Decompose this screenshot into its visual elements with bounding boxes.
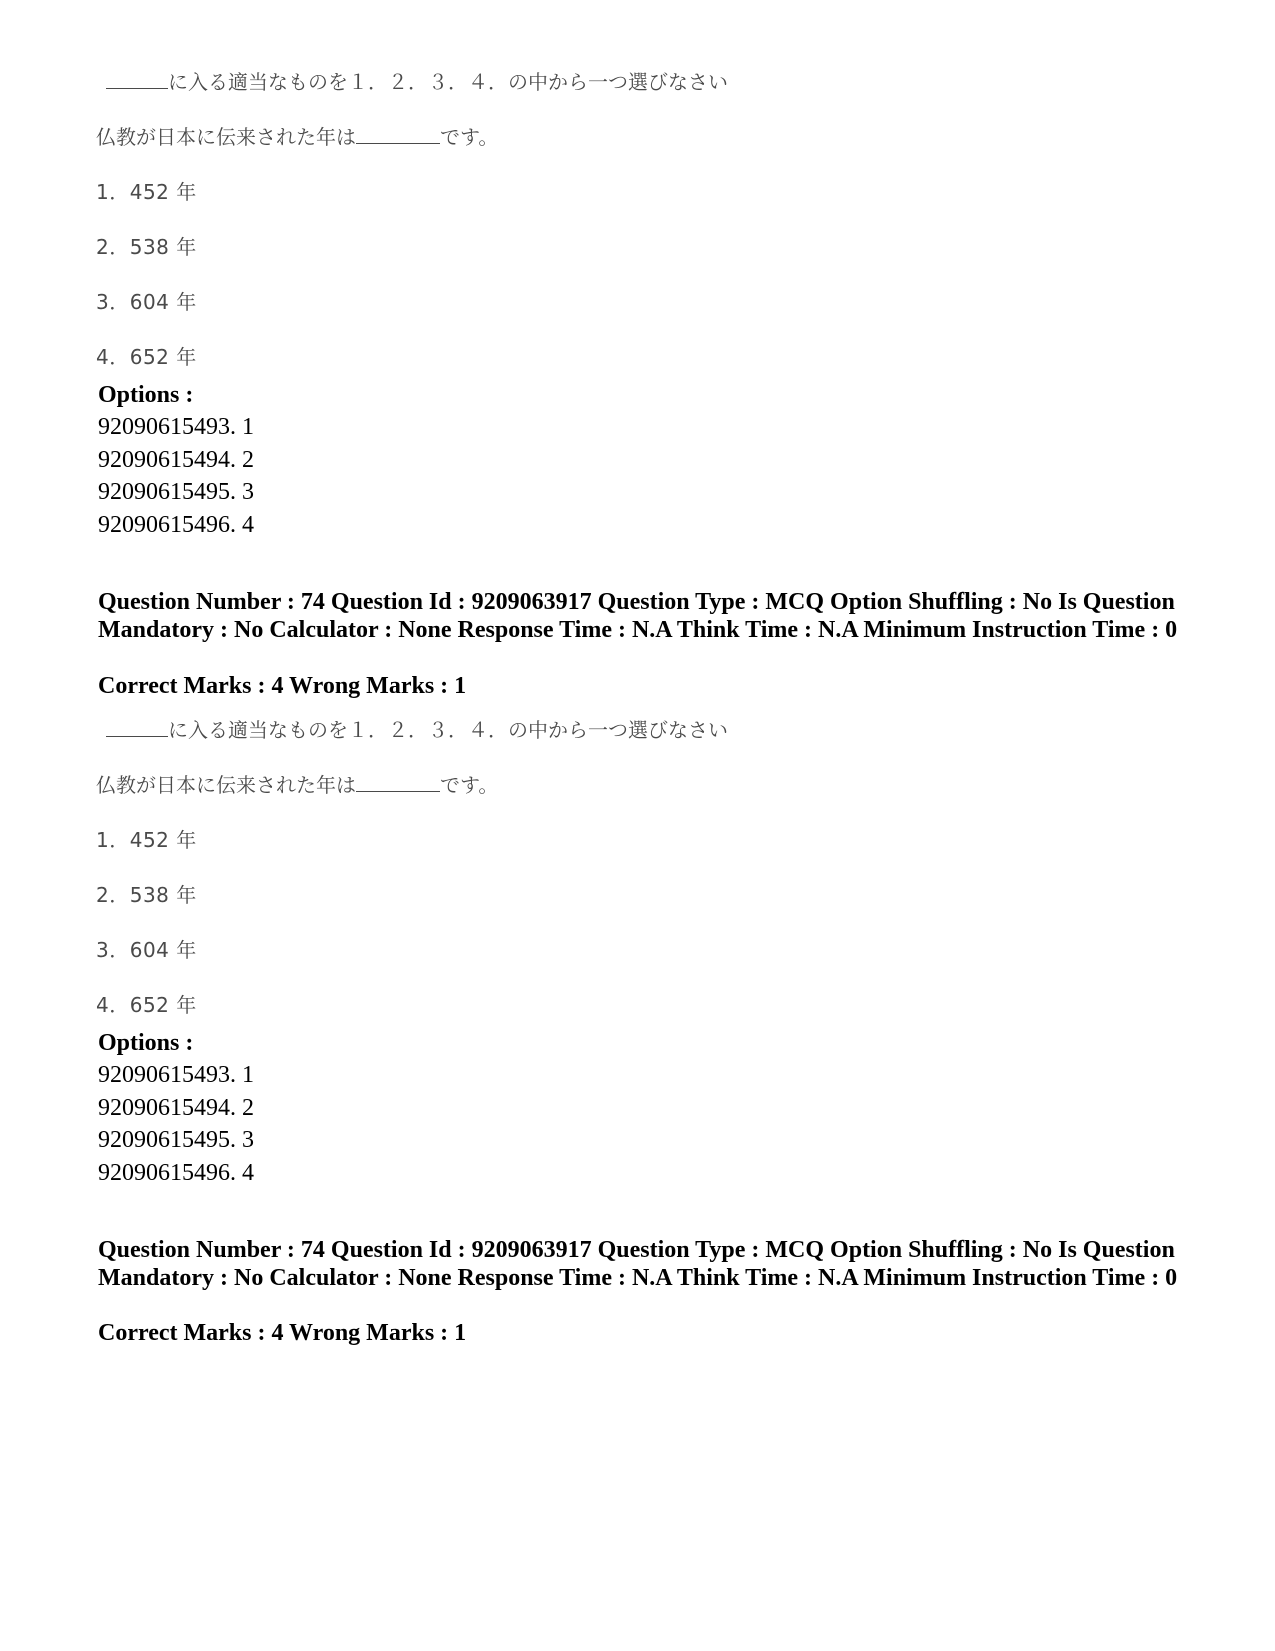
option-line: 92090615495. 3 (98, 479, 254, 505)
options-heading: Options : (98, 382, 194, 408)
question-text (96, 121, 498, 150)
options-heading: Options : (98, 1030, 194, 1056)
option-line: 92090615496. 4 (98, 512, 254, 538)
question-meta: Question Number : 74 Question Id : 9209063917 Question Type : MCQ Option Shuffling : No Is Question Mandatory : No Calculator : None Response Time : N.A Think Time : N.A Minimum Instruction Time : 0 (98, 1237, 1178, 1291)
marks-line: Correct Marks : 4 Wrong Marks : 1 (98, 673, 467, 699)
question-meta: Question Number : 74 Question Id : 9209063917 Question Type : MCQ Option Shuffling : No Is Question Mandatory : No Calculator : None Response Time : N.A Think Time : N.A Minimum Instruction Time : 0 (98, 589, 1178, 643)
choice-3: 3．604 年 (96, 290, 197, 314)
instruction-label: に入る適当なものを１．２．３．４．の中から一つ選びなさい (168, 718, 728, 742)
choice-3: 3．604 年 (96, 938, 197, 962)
instruction-label: に入る適当なものを１．２．３．４．の中から一つ選びなさい (168, 70, 728, 94)
instruction-text (106, 66, 728, 95)
question-after: です。 (440, 773, 499, 797)
option-line: 92090615493. 1 (98, 414, 254, 440)
choice-4: 4．652 年 (96, 345, 197, 369)
choice-4: 4．652 年 (96, 993, 197, 1017)
choice-2: 2．538 年 (96, 235, 197, 259)
question-after: です。 (440, 125, 499, 149)
question-text (96, 769, 498, 798)
option-line: 92090615494. 2 (98, 447, 254, 473)
choice-1: 1．452 年 (96, 828, 197, 852)
instruction-text (106, 714, 728, 743)
option-line: 92090615496. 4 (98, 1160, 254, 1186)
choice-2: 2．538 年 (96, 883, 197, 907)
choice-1: 1．452 年 (96, 180, 197, 204)
marks-line: Correct Marks : 4 Wrong Marks : 1 (98, 1320, 467, 1346)
option-line: 92090615494. 2 (98, 1095, 254, 1121)
question-before: 仏教が日本に伝来された年は (96, 773, 356, 797)
option-line: 92090615493. 1 (98, 1062, 254, 1088)
option-line: 92090615495. 3 (98, 1127, 254, 1153)
question-before: 仏教が日本に伝来された年は (96, 125, 356, 149)
